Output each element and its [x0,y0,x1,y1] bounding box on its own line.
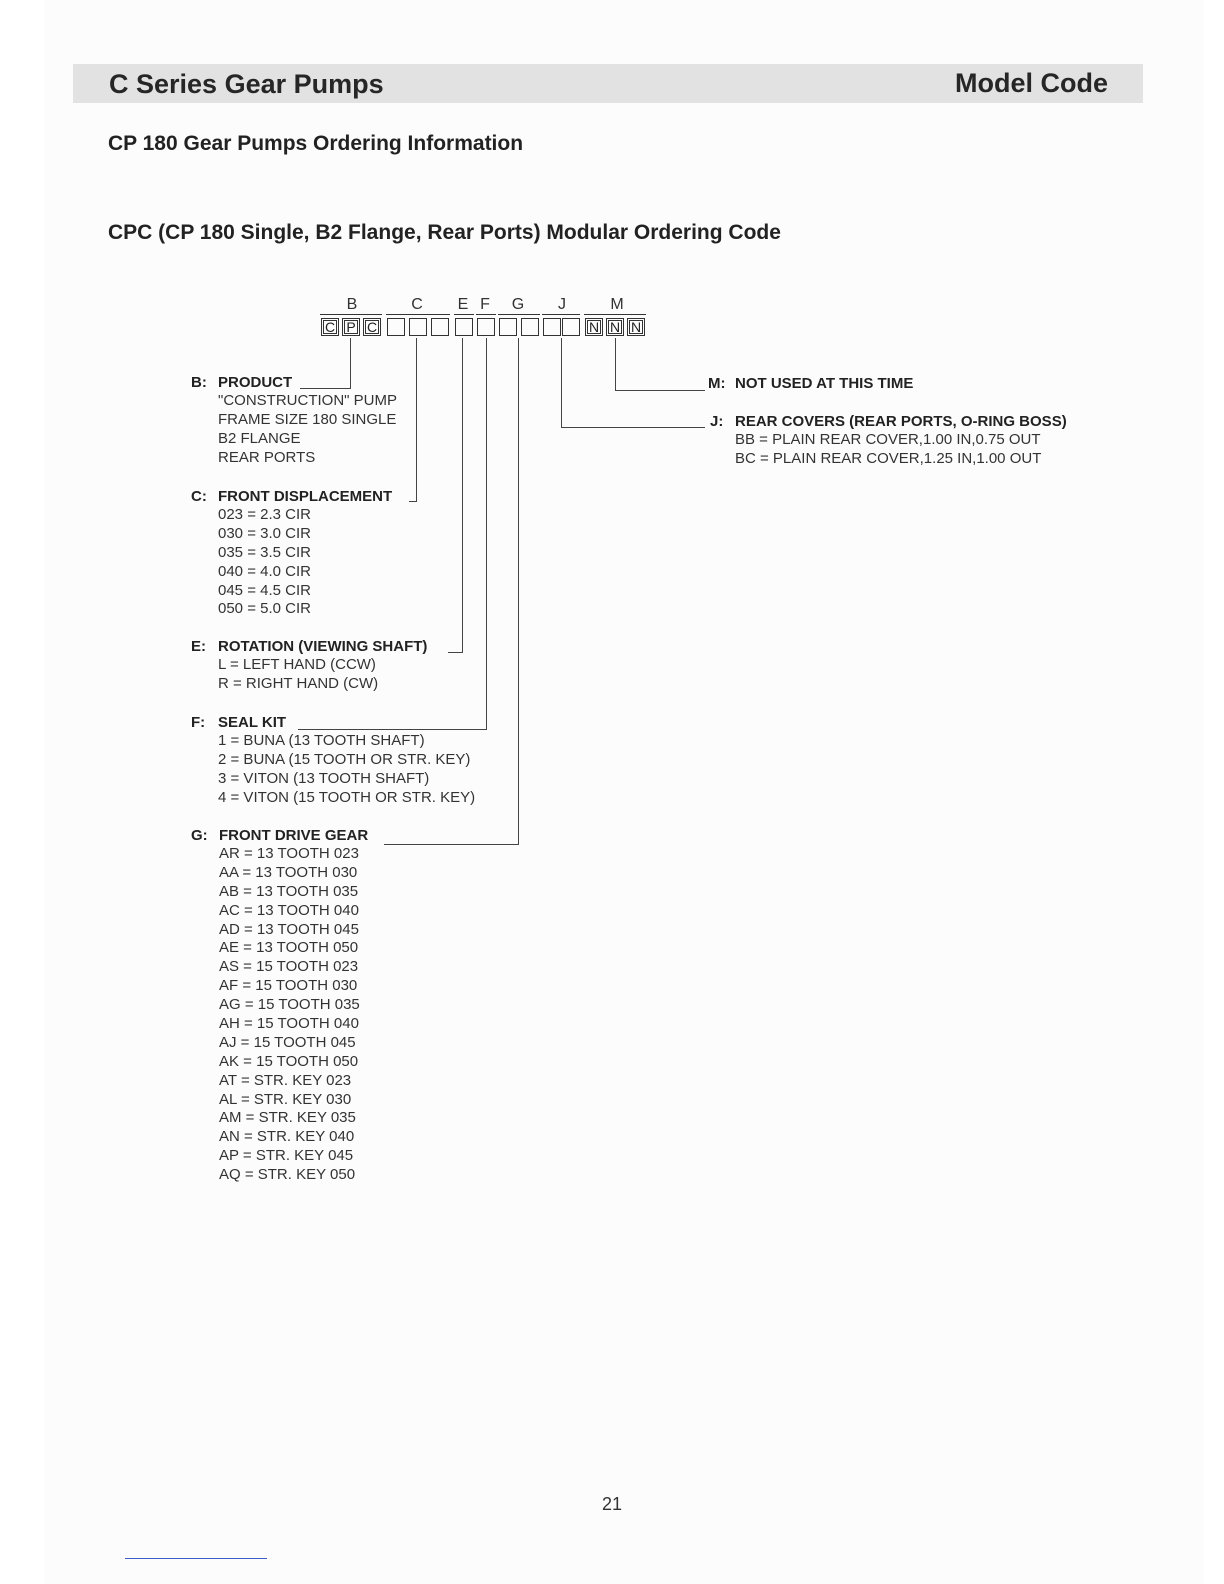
section-c-title: FRONT DISPLACEMENT [218,488,393,505]
list-item: AR = 13 TOOTH 023 [219,845,359,862]
list-item: 4 = VITON (15 TOOTH OR STR. KEY) [218,788,476,806]
code-letter-g: G [511,296,525,313]
connector-c [416,338,417,501]
page-type-title: Model Code [955,68,1108,98]
connector-f-h [298,729,487,730]
page-number: 21 [601,1494,623,1514]
section-j-title: REAR COVERS (REAR PORTS, O-RING BOSS) [735,413,1067,430]
list-item: 045 = 4.5 CIR [218,581,311,599]
list-item: REAR PORTS [218,448,316,466]
code-letter-b: B [346,296,358,313]
code-letter-e: E [457,296,469,313]
group-line-c [386,314,450,315]
section-f-options [218,732,475,808]
code-letter-j: J [558,296,566,313]
list-item: AK = 15 TOOTH 050 [219,1052,359,1070]
list-item: AM = STR. KEY 035 [219,1109,356,1127]
list-item: AE = 13 TOOTH 050 [219,939,359,957]
list-item: AA = 13 TOOTH 030 [219,863,358,881]
code-box-4 [387,318,405,336]
group-line-e [454,314,474,315]
section-b-title: PRODUCT [218,374,293,391]
group-line-g [498,314,540,315]
group-line-j [542,314,580,315]
section-f-title: SEAL KIT [218,714,287,731]
list-item: AG = 15 TOOTH 035 [219,996,360,1014]
list-item: 1 = BUNA (13 TOOTH SHAFT) [218,732,425,749]
section-f-key: F: [191,714,206,731]
code-box-8 [477,318,495,336]
connector-f [486,338,487,729]
ordering-info-heading: CP 180 Gear Pumps Ordering Information [108,132,524,155]
connector-j [561,338,562,427]
code-box-10 [521,318,539,336]
connector-m [615,338,616,390]
section-e-key: E: [191,638,206,655]
list-item: "CONSTRUCTION" PUMP [218,392,397,409]
code-box-7 [455,318,473,336]
section-c-options [218,506,311,619]
code-box-3: C [363,318,381,336]
section-e-options [218,656,378,694]
list-item: AH = 15 TOOTH 040 [219,1015,359,1033]
code-box-11 [543,318,561,336]
modular-code-heading: CPC (CP 180 Single, B2 Flange, Rear Ports) Modular Ordering Code [108,221,781,244]
list-item: 040 = 4.0 CIR [218,562,311,580]
code-box-6 [431,318,449,336]
connector-e-h [448,652,463,653]
list-item: 035 = 3.5 CIR [218,543,311,561]
section-e-title: ROTATION (VIEWING SHAFT) [218,638,428,655]
list-item: AL = STR. KEY 030 [219,1090,352,1108]
list-item: AQ = STR. KEY 050 [219,1166,356,1184]
code-box-15: N [627,318,645,336]
code-box-14: N [606,318,624,336]
list-item: AN = STR. KEY 040 [219,1128,355,1146]
list-item: B2 FLANGE [218,429,301,447]
section-j-key: J: [710,413,724,430]
connector-b-h [300,388,351,389]
list-item: AS = 15 TOOTH 023 [219,958,359,976]
list-item: 3 = VITON (13 TOOTH SHAFT) [218,769,430,787]
connector-g-h [384,844,519,845]
list-item: AP = STR. KEY 045 [219,1147,354,1165]
connector-g [518,338,519,844]
list-item: 2 = BUNA (15 TOOTH OR STR. KEY) [218,750,471,768]
list-item: AF = 15 TOOTH 030 [219,977,358,995]
list-item: AT = STR. KEY 023 [219,1071,352,1089]
list-item: BB = PLAIN REAR COVER,1.00 IN,0.75 OUT [735,431,1041,448]
code-letter-f: F [480,296,490,313]
code-box-5 [409,318,427,336]
list-item: AB = 13 TOOTH 035 [219,882,359,900]
code-box-1: C [321,318,339,336]
connector-m-h [615,390,705,391]
code-box-13: N [585,318,603,336]
group-line-f [476,314,496,315]
code-letter-m: M [610,296,624,313]
section-c-key: C: [191,488,207,505]
group-line-b [320,314,382,315]
list-item: BC = PLAIN REAR COVER,1.25 IN,1.00 OUT [735,449,1042,467]
code-box-12 [562,318,580,336]
section-g-key: G: [191,827,208,844]
connector-c-h [409,501,417,502]
code-box-2: P [342,318,360,336]
list-item: FRAME SIZE 180 SINGLE [218,410,397,428]
list-item: AC = 13 TOOTH 040 [219,901,359,919]
list-item: AD = 13 TOOTH 045 [219,920,359,938]
section-j-options [735,431,1041,469]
list-item: 023 = 2.3 CIR [218,506,311,523]
section-g-title: FRONT DRIVE GEAR [219,827,369,844]
connector-j-h [561,427,705,428]
code-letter-c: C [411,296,423,313]
group-line-m [584,314,646,315]
list-item: L = LEFT HAND (CCW) [218,656,376,673]
section-b-key: B: [191,374,207,391]
section-m-key: M: [708,375,726,392]
list-item: 030 = 3.0 CIR [218,524,311,542]
connector-b [350,338,351,388]
section-title: C Series Gear Pumps [109,69,384,99]
section-m-title: NOT USED AT THIS TIME [735,375,914,392]
connector-e [462,338,463,652]
section-g-options [219,845,360,1185]
list-item: R = RIGHT HAND (CW) [218,674,379,692]
list-item: AJ = 15 TOOTH 045 [219,1033,356,1051]
header-band [73,64,1143,103]
footer-link-underline[interactable] [125,1558,267,1559]
section-b-options [218,392,397,468]
code-box-9 [499,318,517,336]
list-item: 050 = 5.0 CIR [218,600,311,618]
